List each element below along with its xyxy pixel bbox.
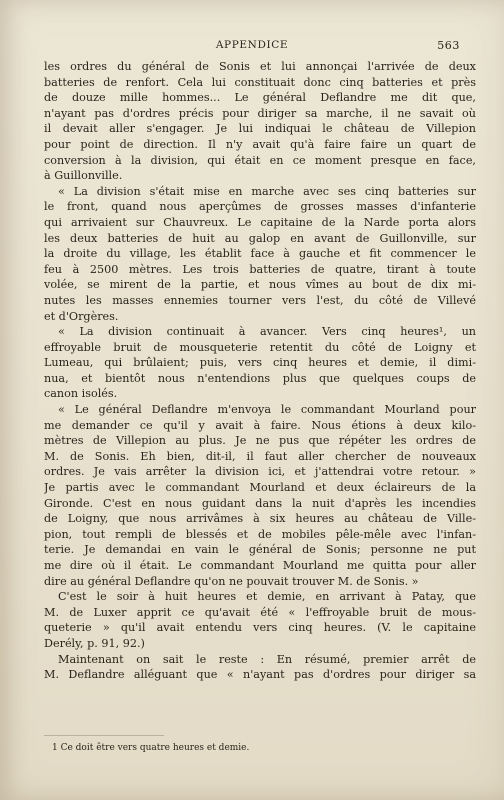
text-line: me dire où il était. Le commandant Mourland me quitta pour aller <box>44 559 476 572</box>
paragraph <box>44 589 476 651</box>
text-line: pion, tout rempli de blessés et de mobiles pêle-mêle avec l'infan- <box>44 527 476 541</box>
text-line: feu à 2500 mètres. Les trois batteries de quatre, tirant à toute <box>44 262 476 276</box>
text-line: pour point de direction. Il n'y avait qu'à faire faire un quart de <box>44 137 476 151</box>
body-text <box>44 59 476 683</box>
text-line: nutes les masses ennemies tourner vers l'est, du côté de Villevé <box>44 293 476 307</box>
footnote-rule <box>44 735 164 736</box>
text-line: Lumeau, qui brûlaient; puis, vers cinq heures et demie, il dimi- <box>44 356 476 370</box>
text-line: et d'Orgères. <box>44 309 119 323</box>
text-line: « La division continuait à avancer. Vers cinq heures¹, un <box>58 325 476 339</box>
paragraph <box>44 324 476 402</box>
text-line: « Le général Deflandre m'envoya le commandant Mourland pour <box>58 403 476 417</box>
page-number: 563 <box>437 39 460 52</box>
text-line: nua, et bientôt nous n'entendions plus que quelques coups de <box>44 371 476 385</box>
text-line: M. de Sonis. Eh bien, dit-il, il faut aller chercher de nouveaux <box>44 449 476 463</box>
text-line: le front, quand nous aperçûmes de grosses masses d'infanterie <box>44 200 476 214</box>
text-line: à Guillonville. <box>44 169 123 183</box>
text-line: volée, se mirent de la partie, et nous vîmes au bout de dix mi- <box>44 278 476 292</box>
text-line: les deux batteries de huit au galop en avant de Guillonville, sur <box>44 231 476 245</box>
text-line: M. de Luxer apprit ce qu'avait été « l'effroyable bruit de mous- <box>44 605 476 619</box>
text-line: « La division s'était mise en marche avec ses cinq batteries sur <box>58 184 476 198</box>
text-line: de Loigny, que nous arrivâmes à six heures au château de Ville- <box>44 512 476 526</box>
text-line: queterie » qu'il avait entendu vers cinq heures. (V. le capitaine <box>44 621 476 635</box>
paragraph <box>44 402 476 589</box>
text-line: batteries de renfort. Cela lui constituait donc cinq batteries et près <box>44 75 476 89</box>
text-line: effroyable bruit de mousqueterie retentit du côté de Loigny et <box>44 340 476 354</box>
text-line: terie. Je demandai en vain le général de Sonis; personne ne put <box>44 543 476 557</box>
paragraph <box>44 59 476 184</box>
running-title: APPENDICE <box>215 39 289 51</box>
text-line: Je partis avec le commandant Mourland et deux éclaireurs de la <box>44 481 476 495</box>
text-line: n'ayant pas d'ordres précis pour diriger sa marche, il ne savait où <box>44 106 476 120</box>
text-line: M. Deflandre alléguant que « n'ayant pas d'ordres pour diriger sa <box>44 668 476 682</box>
text-line: Maintenant on sait le reste : En résumé, premier arrêt de <box>58 652 476 666</box>
text-line: ordres. Je vais arrêter la division ici, et j'attendrai votre retour. » <box>44 465 476 479</box>
text-line: dire au général Deflandre qu'on ne pouvait trouver M. de Sonis. » <box>44 574 419 588</box>
text-line: C'est le soir à huit heures et demie, en arrivant à Patay, que <box>58 590 476 604</box>
running-head <box>0 39 504 55</box>
paragraph <box>44 652 476 683</box>
text-line: Derély, p. 91, 92.) <box>44 636 145 650</box>
text-line: il devait aller s'engager. Je lui indiquai le château de Villepion <box>44 122 476 136</box>
text-line: Gironde. C'est en nous guidant dans la nuit d'après les incendies <box>44 496 476 510</box>
text-line: qui arrivaient sur Chauvreux. Le capitaine de la Narde porta alors <box>44 215 476 229</box>
text-line: canon isolés. <box>44 387 118 401</box>
text-line: les ordres du général de Sonis et lui annonçai l'arrivée de deux <box>44 60 476 73</box>
text-line: la droite du village, les établit face à gauche et fit commencer le <box>44 247 476 261</box>
text-line: mètres de Villepion au plus. Je ne pus que répéter les ordres de <box>44 434 476 448</box>
text-line: conversion à la division, qui était en ce moment presque en face, <box>44 153 476 167</box>
paragraph <box>44 184 476 324</box>
text-line: me demander ce qu'il y avait à faire. Nous étions à deux kilo- <box>44 418 476 432</box>
text-line: de douze mille hommes... Le général Deflandre me dit que, <box>44 91 476 105</box>
footnote: 1 Ce doit être vers quatre heures et demie. <box>52 743 250 753</box>
